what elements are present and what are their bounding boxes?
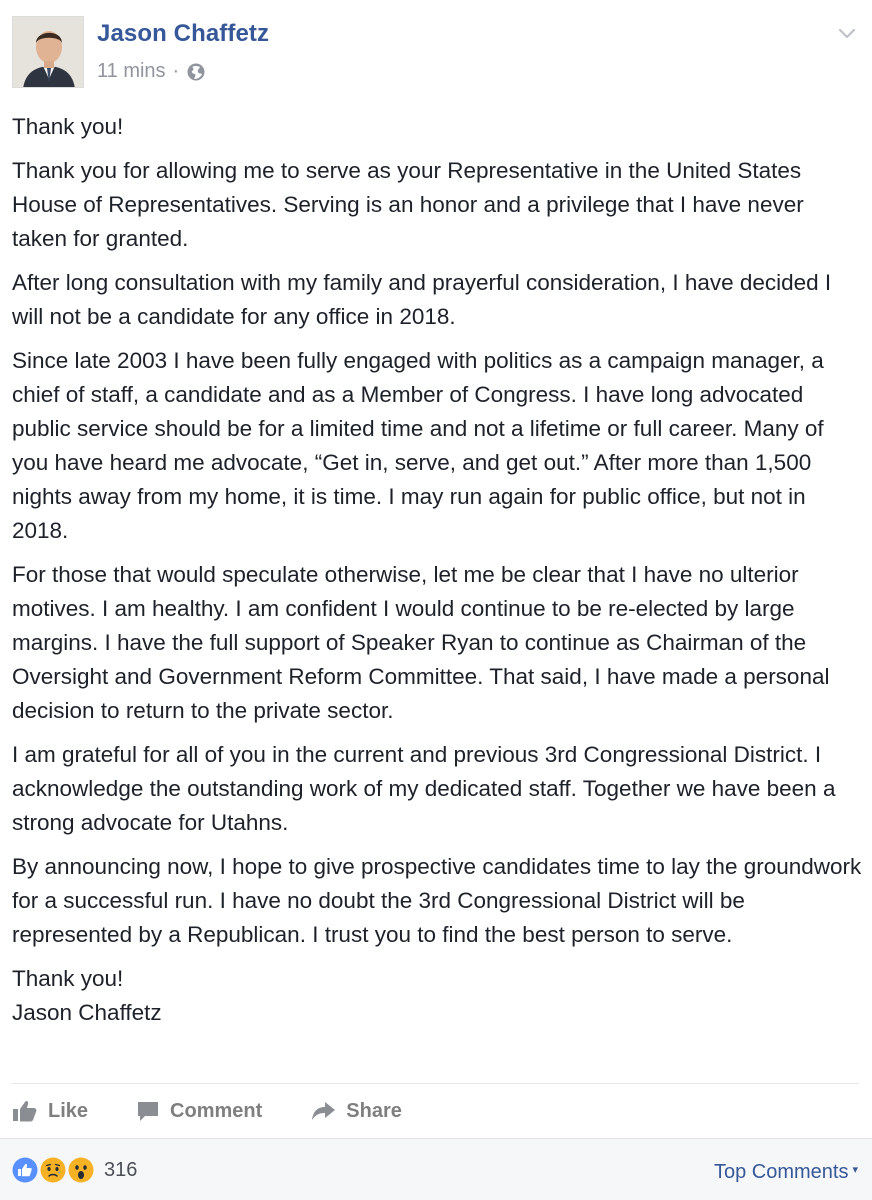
share-button[interactable] (310, 1099, 402, 1123)
author-name[interactable]: Jason Chaffetz (97, 20, 270, 47)
reaction-count[interactable]: 316 (104, 1158, 138, 1181)
share-label: Share (346, 1099, 402, 1122)
share-icon (310, 1099, 336, 1123)
post-paragraph: For those that would speculate otherwise, let me be clear that I have no ulterior motives. I am healthy. I am confident I would continue to be re-elected by large margins. I have the full support of Speaker Ryan to continue as Chairman of the Oversight and Government Reform Committee. That said, I have made a personal decision to return to the private sector. (12, 562, 830, 723)
like-icon (12, 1157, 38, 1183)
post-paragraph: Thank you! (12, 114, 124, 139)
post-header (12, 14, 862, 92)
post-meta (97, 60, 206, 83)
divider (12, 1083, 858, 1084)
comment-icon (136, 1099, 160, 1123)
chevron-down-icon[interactable] (836, 22, 858, 44)
post-paragraph: Thank you! Jason Chaffetz (12, 966, 162, 1025)
reaction-summary[interactable] (12, 1157, 137, 1183)
comment-button[interactable] (136, 1099, 262, 1123)
meta-separator: · (172, 60, 180, 82)
post-actions (12, 1092, 450, 1130)
post-paragraph: After long consultation with my family and prayerful consideration, I have decided I will not be a candidate for any office in 2018. (12, 270, 832, 329)
like-button[interactable] (12, 1099, 88, 1123)
post-paragraph: Since late 2003 I have been fully engaged with politics as a campaign manager, a chief of staff, a candidate and as a Member of Congress. I have long advocated public service should be for a limited time and not a lifetime or full career. Many of you have heard me advocate, “Get in, serve, and get out.” After more than 1,500 nights away from my home, it is time. I may run again for public office, but not in 2018. (12, 348, 824, 543)
post-paragraph: I am grateful for all of you in the current and previous 3rd Congressional District. I acknowledge the outstanding work of my dedicated staff. Together we have been a strong advocate for Utahns. (12, 742, 836, 835)
post-paragraph: By announcing now, I hope to give prospective candidates time to lay the groundwork for a successful run. I have no doubt the 3rd Congressional District will be represented by a Republican. I trust you to find the best person to serve. (12, 854, 862, 947)
post-timestamp[interactable]: 11 mins (97, 60, 166, 82)
top-comments-label: Top Comments (713, 1161, 849, 1183)
globe-icon[interactable] (186, 62, 206, 82)
sad-icon (40, 1157, 66, 1183)
top-comments-dropdown[interactable] (714, 1161, 858, 1184)
caret-down-icon: ▾ (852, 1164, 858, 1176)
post-body (12, 110, 862, 1040)
thumbs-up-icon (12, 1099, 38, 1123)
reactions-bar (0, 1139, 872, 1200)
wow-icon (68, 1157, 94, 1183)
post-paragraph: Thank you for allowing me to serve as your Representative in the United States House of Representatives. Serving is an honor and a privilege that I have never taken for granted. (12, 158, 804, 251)
comment-label: Comment (170, 1099, 263, 1122)
like-label: Like (48, 1099, 89, 1122)
author-avatar[interactable] (12, 16, 84, 88)
